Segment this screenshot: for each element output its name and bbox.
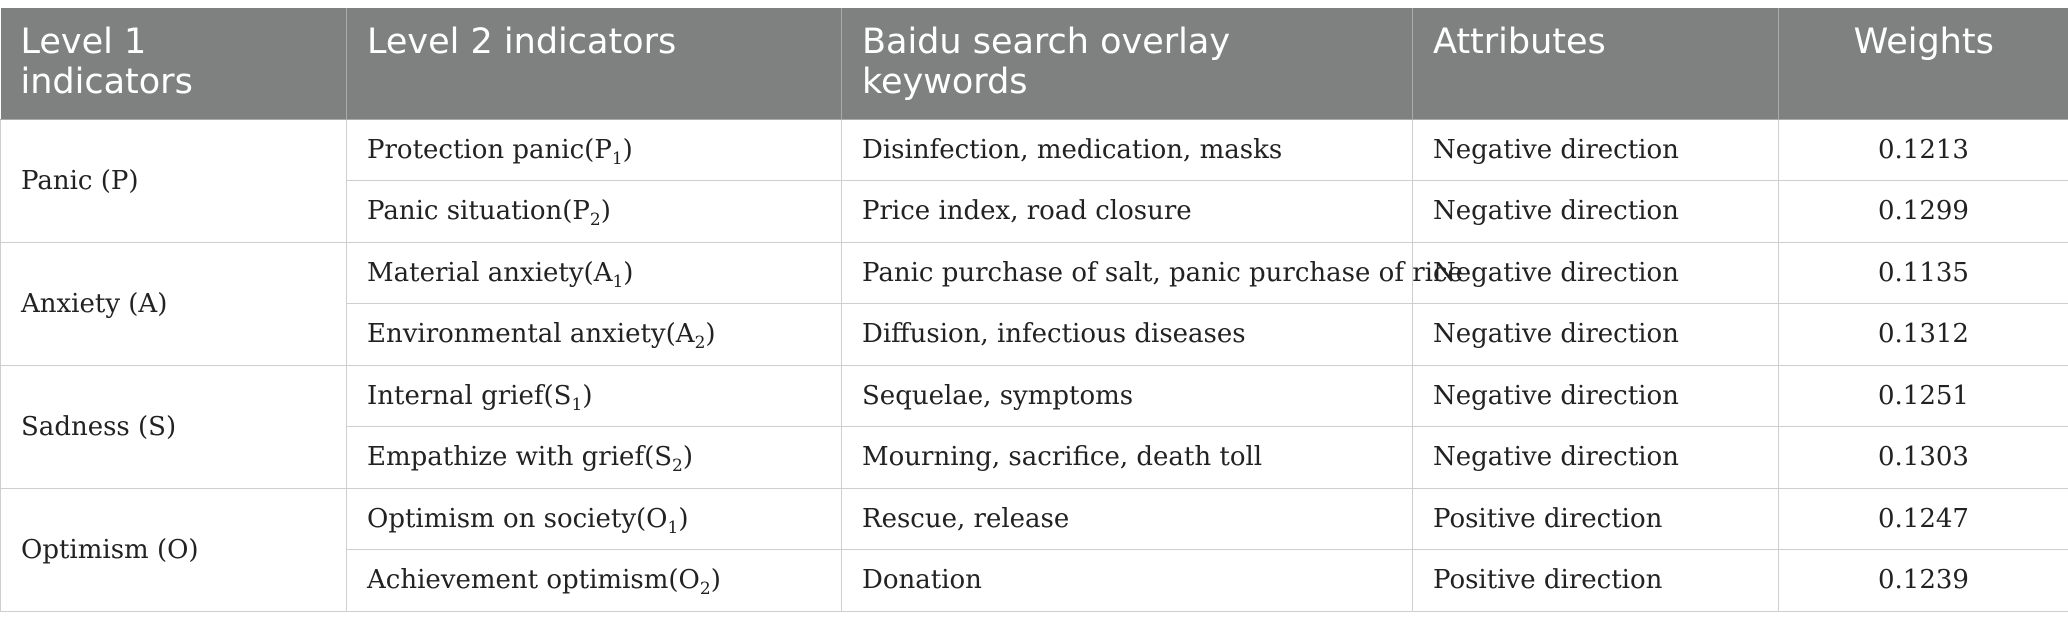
close-paren: ) — [705, 319, 716, 350]
level1-indicator-cell: Anxiety (A) — [1, 242, 347, 365]
close-paren: ) — [710, 565, 721, 596]
open-paren: ( — [562, 196, 573, 227]
level2-subscript: 1 — [612, 271, 624, 292]
attribute-cell: Negative direction — [1413, 181, 1779, 243]
level2-subscript: 1 — [571, 394, 583, 415]
keywords-cell: Price index, road closure — [842, 181, 1413, 243]
level1-indicator-cell: Optimism (O) — [1, 488, 347, 611]
level2-name: Protection panic — [367, 134, 585, 165]
level2-indicator-cell — [347, 242, 842, 304]
level2-symbol: P — [594, 134, 612, 165]
level2-symbol: S — [553, 380, 572, 411]
level2-indicator-cell — [347, 365, 842, 427]
weight-cell: 0.1135 — [1779, 242, 2068, 304]
level2-indicator-cell — [347, 427, 842, 489]
level2-name: Achievement optimism — [367, 565, 669, 596]
open-paren: ( — [668, 565, 679, 596]
level2-subscript: 2 — [672, 456, 683, 477]
table-row — [1, 365, 2068, 427]
keywords-cell: Sequelae, symptoms — [842, 365, 1413, 427]
close-paren: ) — [682, 442, 694, 473]
open-paren: ( — [665, 319, 676, 350]
indicator-weights-table — [0, 8, 2068, 612]
weight-cell: 0.1213 — [1779, 119, 2068, 181]
keywords-cell: Donation — [842, 550, 1413, 612]
attribute-cell: Negative direction — [1413, 365, 1779, 427]
level1-indicator-cell: Sadness (S) — [1, 365, 347, 488]
attribute-cell: Negative direction — [1413, 119, 1779, 181]
open-paren: ( — [636, 503, 647, 534]
attribute-cell: Negative direction — [1413, 304, 1779, 366]
attribute-cell: Positive direction — [1413, 488, 1779, 550]
header-attributes: Attributes — [1413, 8, 1779, 119]
weight-cell: 0.1303 — [1779, 427, 2068, 489]
keywords-cell: Rescue, release — [842, 488, 1413, 550]
header-level1: Level 1 indicators — [1, 8, 347, 119]
open-paren: ( — [584, 134, 595, 165]
level2-name: Environmental anxiety — [367, 319, 666, 350]
level2-name: Material anxiety — [367, 257, 584, 288]
level2-indicator-cell — [347, 550, 842, 612]
level2-name: Optimism on society — [367, 503, 637, 534]
close-paren: ) — [582, 380, 593, 411]
level2-name: Panic situation — [367, 196, 563, 227]
level2-indicator-cell — [347, 488, 842, 550]
level2-subscript: 2 — [699, 579, 711, 600]
level2-symbol: A — [593, 257, 613, 288]
weight-cell: 0.1239 — [1779, 550, 2068, 612]
header-row — [1, 8, 2068, 119]
header-keywords: Baidu search overlay keywords — [842, 8, 1413, 119]
close-paren: ) — [678, 503, 689, 534]
header-level2: Level 2 indicators — [347, 8, 842, 119]
level2-subscript: 1 — [611, 148, 623, 169]
header-weights: Weights — [1779, 8, 2068, 119]
keywords-cell: Mourning, sacrifice, death toll — [842, 427, 1413, 489]
level2-symbol: O — [678, 565, 700, 596]
keywords-cell: Disinfection, medication, masks — [842, 119, 1413, 181]
open-paren: ( — [644, 442, 655, 473]
attribute-cell: Positive direction — [1413, 550, 1779, 612]
weight-cell: 0.1312 — [1779, 304, 2068, 366]
level1-indicator-cell: Panic (P) — [1, 119, 347, 242]
level2-symbol: O — [646, 503, 668, 534]
close-paren: ) — [600, 196, 611, 227]
table-row — [1, 488, 2068, 550]
attribute-cell: Negative direction — [1413, 242, 1779, 304]
open-paren: ( — [543, 380, 554, 411]
table-row — [1, 119, 2068, 181]
level2-name: Internal grief — [367, 380, 544, 411]
keywords-cell: Panic purchase of salt, panic purchase of rice — [842, 242, 1413, 304]
level2-subscript: 2 — [694, 333, 706, 354]
level2-subscript: 1 — [667, 517, 679, 538]
level2-indicator-cell — [347, 304, 842, 366]
level2-symbol: A — [675, 319, 695, 350]
level2-subscript: 2 — [589, 210, 601, 231]
table-body — [1, 119, 2068, 611]
open-paren: ( — [583, 257, 594, 288]
close-paren: ) — [623, 257, 634, 288]
keywords-cell: Diffusion, infectious diseases — [842, 304, 1413, 366]
attribute-cell: Negative direction — [1413, 427, 1779, 489]
weight-cell: 0.1251 — [1779, 365, 2068, 427]
level2-indicator-cell — [347, 119, 842, 181]
level2-symbol: P — [572, 196, 590, 227]
weight-cell: 0.1299 — [1779, 181, 2068, 243]
close-paren: ) — [622, 134, 633, 165]
level2-symbol: S — [654, 442, 673, 473]
weight-cell: 0.1247 — [1779, 488, 2068, 550]
table-row — [1, 242, 2068, 304]
level2-name: Empathize with grief — [367, 442, 645, 473]
level2-indicator-cell — [347, 181, 842, 243]
